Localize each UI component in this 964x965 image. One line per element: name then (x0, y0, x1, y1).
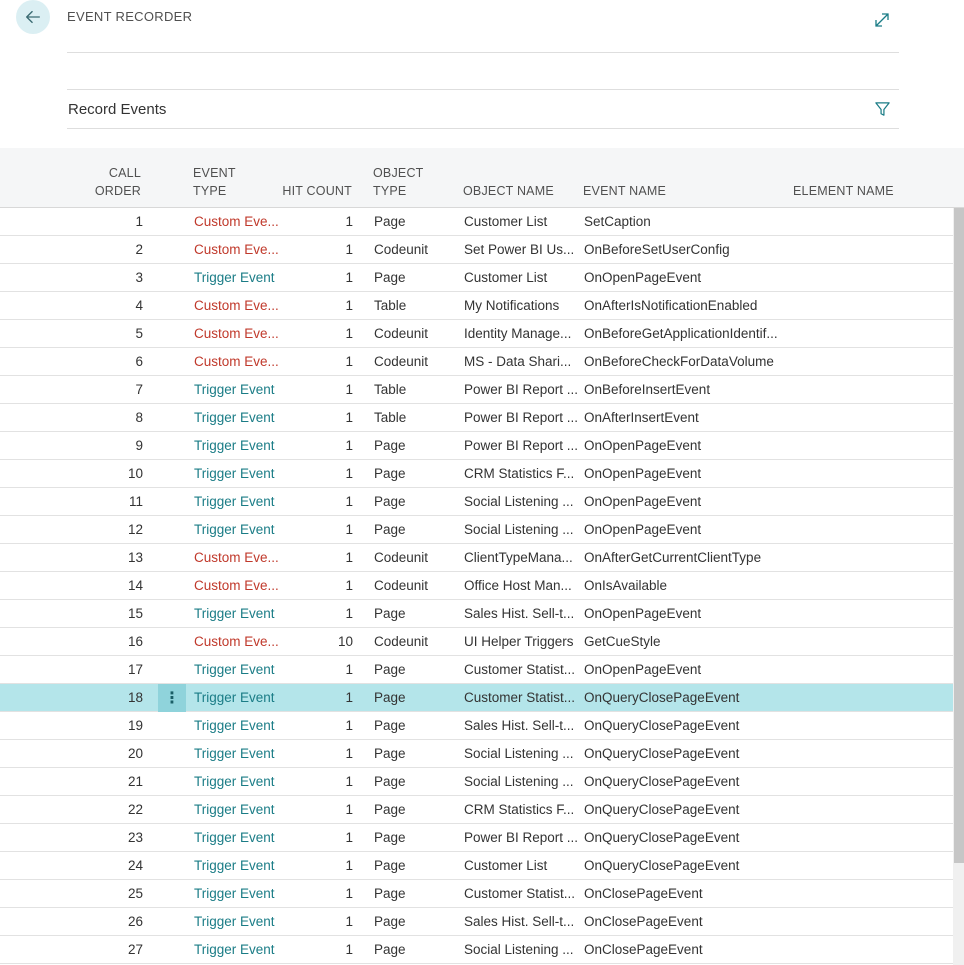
cell-hit-count[interactable]: 10 (337, 634, 353, 649)
cell-event-type[interactable]: Trigger Event (194, 690, 275, 705)
cell-object-name[interactable]: Sales Hist. Sell-t... (464, 606, 575, 621)
cell-object-name[interactable]: MS - Data Shari... (464, 354, 572, 369)
cell-event-type[interactable]: Custom Eve... (194, 354, 279, 369)
cell-object-name[interactable]: Customer List (464, 858, 548, 873)
cell-object-name[interactable]: ClientTypeMana... (464, 550, 573, 565)
table-row[interactable] (0, 684, 953, 712)
cell-hit-count[interactable]: 1 (345, 606, 353, 621)
column-header-call-order[interactable]: CALL ORDER (94, 166, 141, 198)
cell-object-type[interactable]: Table (374, 298, 407, 313)
cell-event-name[interactable]: OnClosePageEvent (584, 914, 703, 929)
cell-call-order[interactable]: 24 (127, 858, 143, 873)
cell-event-name[interactable]: OnBeforeSetUserConfig (584, 242, 730, 257)
cell-event-type[interactable]: Custom Eve... (194, 578, 279, 593)
table-row[interactable] (0, 768, 953, 796)
cell-event-type[interactable]: Custom Eve... (194, 298, 279, 313)
cell-event-type[interactable]: Trigger Event (194, 606, 275, 621)
cell-event-name[interactable]: OnOpenPageEvent (584, 270, 702, 285)
cell-hit-count[interactable]: 1 (345, 662, 353, 677)
cell-object-name[interactable]: Customer List (464, 214, 548, 229)
cell-object-type[interactable]: Table (374, 410, 407, 425)
cell-hit-count[interactable]: 1 (345, 718, 353, 733)
cell-call-order[interactable]: 22 (127, 802, 143, 817)
column-header-object-type[interactable]: OBJECT TYPE (373, 166, 424, 198)
cell-object-type[interactable]: Page (374, 522, 406, 537)
page-title: EVENT RECORDER (67, 9, 193, 24)
cell-call-order[interactable]: 21 (127, 774, 143, 789)
cell-hit-count[interactable]: 1 (345, 746, 353, 761)
cell-object-name[interactable]: Power BI Report ... (464, 438, 579, 453)
cell-hit-count[interactable]: 1 (345, 298, 353, 313)
cell-object-name[interactable]: Power BI Report ... (464, 410, 579, 425)
table-row[interactable] (0, 656, 953, 684)
cell-call-order[interactable]: 16 (127, 634, 143, 649)
cell-call-order[interactable]: 17 (127, 662, 143, 677)
cell-call-order[interactable]: 8 (135, 410, 143, 425)
cell-call-order[interactable]: 15 (127, 606, 143, 621)
column-header-object-name[interactable]: OBJECT NAME (463, 184, 554, 198)
cell-call-order[interactable]: 19 (127, 718, 143, 733)
table-row[interactable] (0, 404, 953, 432)
cell-object-type[interactable]: Page (374, 718, 406, 733)
cell-object-type[interactable]: Codeunit (374, 550, 429, 565)
divider (67, 128, 899, 129)
table-row[interactable] (0, 460, 953, 488)
cell-call-order[interactable]: 20 (127, 746, 143, 761)
cell-hit-count[interactable]: 1 (345, 858, 353, 873)
cell-call-order[interactable]: 6 (135, 354, 143, 369)
cell-object-type[interactable]: Page (374, 270, 406, 285)
cell-event-type[interactable]: Trigger Event (194, 886, 275, 901)
cell-hit-count[interactable]: 1 (345, 774, 353, 789)
cell-event-name[interactable]: OnOpenPageEvent (584, 438, 702, 453)
cell-call-order[interactable]: 26 (127, 914, 143, 929)
arrow-left-icon (24, 8, 42, 26)
table-row[interactable] (0, 292, 953, 320)
cell-hit-count[interactable]: 1 (345, 914, 353, 929)
cell-call-order[interactable]: 18 (127, 690, 143, 705)
section-title: Record Events (68, 101, 167, 118)
back-button[interactable] (16, 0, 50, 34)
column-header-event-type[interactable]: EVENT TYPE (193, 166, 236, 198)
column-header-element-name[interactable]: ELEMENT NAME (793, 184, 894, 198)
cell-event-type[interactable]: Trigger Event (194, 802, 275, 817)
cell-event-name[interactable]: OnQueryClosePageEvent (584, 802, 740, 817)
cell-call-order[interactable]: 23 (127, 830, 143, 845)
table-row[interactable] (0, 824, 953, 852)
cell-object-name[interactable]: Customer Statist... (464, 690, 576, 705)
expand-icon (873, 11, 891, 29)
table-row[interactable] (0, 572, 953, 600)
cell-object-type[interactable]: Codeunit (374, 242, 429, 257)
cell-hit-count[interactable]: 1 (345, 578, 353, 593)
table-row[interactable] (0, 264, 953, 292)
grid-rows (0, 208, 953, 964)
cell-event-type[interactable]: Trigger Event (194, 942, 275, 957)
table-row[interactable] (0, 432, 953, 460)
cell-object-type[interactable]: Page (374, 662, 406, 677)
cell-object-type[interactable]: Page (374, 774, 406, 789)
column-header-hit-count[interactable]: HIT COUNT (282, 184, 352, 198)
cell-hit-count[interactable]: 1 (345, 354, 353, 369)
cell-event-name[interactable]: OnIsAvailable (584, 578, 668, 593)
cell-hit-count[interactable]: 1 (345, 942, 353, 957)
cell-object-type[interactable]: Page (374, 438, 406, 453)
cell-event-name[interactable]: OnQueryClosePageEvent (584, 830, 740, 845)
cell-event-name[interactable]: OnAfterGetCurrentClientType (584, 550, 762, 565)
events-grid (0, 148, 964, 965)
cell-event-type[interactable]: Trigger Event (194, 858, 275, 873)
cell-object-name[interactable]: Identity Manage... (464, 326, 572, 341)
cell-event-name[interactable]: OnOpenPageEvent (584, 606, 702, 621)
cell-event-type[interactable]: Trigger Event (194, 270, 275, 285)
cell-object-type[interactable]: Page (374, 690, 406, 705)
cell-event-name[interactable]: OnBeforeInsertEvent (584, 382, 711, 397)
cell-event-type[interactable]: Trigger Event (194, 662, 275, 677)
cell-event-type[interactable]: Trigger Event (194, 438, 275, 453)
cell-object-name[interactable]: Customer Statist... (464, 662, 576, 677)
table-row[interactable] (0, 236, 953, 264)
table-row[interactable] (0, 628, 953, 656)
filter-icon (874, 101, 891, 118)
cell-event-name[interactable]: OnOpenPageEvent (584, 494, 702, 509)
cell-object-name[interactable]: Customer Statist... (464, 886, 576, 901)
cell-object-type[interactable]: Codeunit (374, 326, 429, 341)
divider (67, 89, 899, 90)
table-row[interactable] (0, 348, 953, 376)
grid-header (0, 148, 964, 208)
cell-object-type[interactable]: Page (374, 214, 406, 229)
cell-hit-count[interactable]: 1 (345, 326, 353, 341)
cell-event-type[interactable]: Custom Eve... (194, 214, 279, 229)
cell-object-name[interactable]: Sales Hist. Sell-t... (464, 914, 575, 929)
cell-event-type[interactable]: Custom Eve... (194, 326, 279, 341)
cell-event-type[interactable]: Trigger Event (194, 774, 275, 789)
cell-call-order[interactable]: 10 (127, 466, 143, 481)
cell-event-type[interactable]: Trigger Event (194, 522, 275, 537)
cell-event-type[interactable]: Trigger Event (194, 830, 275, 845)
cell-object-name[interactable]: Social Listening ... (464, 522, 574, 537)
table-row[interactable] (0, 796, 953, 824)
cell-object-name[interactable]: Social Listening ... (464, 746, 574, 761)
cell-call-order[interactable]: 1 (135, 214, 143, 229)
cell-event-name[interactable]: OnClosePageEvent (584, 886, 703, 901)
cell-call-order[interactable]: 2 (135, 242, 143, 257)
cell-event-name[interactable]: OnAfterInsertEvent (584, 410, 699, 425)
cell-event-name[interactable]: OnAfterIsNotificationEnabled (584, 298, 758, 313)
row-actions-icon[interactable]: ⋮ (158, 684, 186, 712)
cell-object-type[interactable]: Page (374, 858, 406, 873)
divider (67, 52, 899, 53)
cell-event-name[interactable]: OnQueryClosePageEvent (584, 718, 740, 733)
cell-object-type[interactable]: Page (374, 494, 406, 509)
cell-hit-count[interactable]: 1 (345, 270, 353, 285)
cell-event-name[interactable]: OnOpenPageEvent (584, 522, 702, 537)
column-header-event-name[interactable]: EVENT NAME (583, 184, 667, 198)
cell-event-type[interactable]: Trigger Event (194, 914, 275, 929)
cell-object-name[interactable]: Social Listening ... (464, 774, 574, 789)
table-row[interactable] (0, 936, 953, 964)
cell-hit-count[interactable]: 1 (345, 214, 353, 229)
cell-object-type[interactable]: Page (374, 914, 406, 929)
cell-call-order[interactable]: 9 (135, 438, 143, 453)
cell-object-name[interactable]: UI Helper Triggers (464, 634, 574, 649)
cell-hit-count[interactable]: 1 (345, 410, 353, 425)
cell-event-type[interactable]: Custom Eve... (194, 634, 279, 649)
cell-hit-count[interactable]: 1 (345, 690, 353, 705)
cell-call-order[interactable]: 13 (127, 550, 143, 565)
cell-event-name[interactable]: OnQueryClosePageEvent (584, 690, 740, 705)
table-row[interactable] (0, 908, 953, 936)
cell-object-type[interactable]: Codeunit (374, 578, 429, 593)
cell-object-name[interactable]: Customer List (464, 270, 548, 285)
cell-call-order[interactable]: 25 (127, 886, 143, 901)
cell-hit-count[interactable]: 1 (345, 802, 353, 817)
cell-object-type[interactable]: Codeunit (374, 634, 429, 649)
cell-hit-count[interactable]: 1 (345, 438, 353, 453)
cell-event-name[interactable]: OnOpenPageEvent (584, 662, 702, 677)
cell-event-name[interactable]: OnClosePageEvent (584, 942, 703, 957)
cell-hit-count[interactable]: 1 (345, 242, 353, 257)
table-row[interactable] (0, 852, 953, 880)
cell-object-type[interactable]: Page (374, 886, 406, 901)
cell-call-order[interactable]: 14 (127, 578, 143, 593)
cell-event-name[interactable]: SetCaption (584, 214, 651, 229)
cell-hit-count[interactable]: 1 (345, 550, 353, 565)
cell-object-name[interactable]: My Notifications (464, 298, 560, 313)
cell-object-type[interactable]: Page (374, 746, 406, 761)
cell-call-order[interactable]: 11 (128, 494, 143, 509)
cell-event-type[interactable]: Trigger Event (194, 466, 275, 481)
cell-hit-count[interactable]: 1 (345, 466, 353, 481)
cell-object-name[interactable]: CRM Statistics F... (464, 466, 575, 481)
cell-object-name[interactable]: Sales Hist. Sell-t... (464, 718, 575, 733)
table-row[interactable] (0, 516, 953, 544)
filter-button[interactable] (874, 101, 892, 119)
cell-event-type[interactable]: Trigger Event (194, 494, 275, 509)
cell-object-type[interactable]: Page (374, 466, 406, 481)
cell-object-name[interactable]: Power BI Report ... (464, 830, 579, 845)
scrollbar-thumb[interactable] (954, 208, 964, 863)
cell-event-name[interactable]: GetCueStyle (584, 634, 661, 649)
cell-call-order[interactable]: 5 (135, 326, 143, 341)
cell-object-name[interactable]: Office Host Man... (464, 578, 572, 593)
cell-object-type[interactable]: Page (374, 830, 406, 845)
table-row[interactable] (0, 712, 953, 740)
cell-call-order[interactable]: 3 (135, 270, 143, 285)
cell-hit-count[interactable]: 1 (345, 494, 353, 509)
cell-call-order[interactable]: 4 (135, 298, 143, 313)
cell-object-type[interactable]: Page (374, 802, 406, 817)
cell-event-name[interactable]: OnBeforeGetApplicationIdentif... (584, 326, 778, 341)
table-row[interactable] (0, 208, 953, 236)
cell-event-type[interactable]: Trigger Event (194, 410, 275, 425)
table-row[interactable] (0, 376, 953, 404)
cell-call-order[interactable]: 12 (127, 522, 143, 537)
table-row[interactable] (0, 320, 953, 348)
cell-object-type[interactable]: Codeunit (374, 354, 429, 369)
cell-event-type[interactable]: Custom Eve... (194, 242, 279, 257)
table-row[interactable] (0, 544, 953, 572)
cell-object-type[interactable]: Page (374, 606, 406, 621)
cell-hit-count[interactable]: 1 (345, 382, 353, 397)
table-row[interactable] (0, 600, 953, 628)
cell-object-type[interactable]: Table (374, 382, 407, 397)
cell-event-name[interactable]: OnQueryClosePageEvent (584, 774, 740, 789)
expand-button[interactable] (873, 11, 891, 29)
cell-object-name[interactable]: Power BI Report ... (464, 382, 579, 397)
cell-event-type[interactable]: Trigger Event (194, 746, 275, 761)
cell-event-name[interactable]: OnOpenPageEvent (584, 466, 702, 481)
cell-call-order[interactable]: 27 (127, 942, 143, 957)
cell-event-name[interactable]: OnQueryClosePageEvent (584, 858, 740, 873)
table-row[interactable] (0, 488, 953, 516)
table-row[interactable] (0, 740, 953, 768)
cell-hit-count[interactable]: 1 (345, 886, 353, 901)
cell-event-name[interactable]: OnBeforeCheckForDataVolume (584, 354, 774, 369)
cell-event-name[interactable]: OnQueryClosePageEvent (584, 746, 740, 761)
cell-hit-count[interactable]: 1 (345, 830, 353, 845)
cell-event-type[interactable]: Trigger Event (194, 718, 275, 733)
cell-object-name[interactable]: CRM Statistics F... (464, 802, 575, 817)
cell-event-type[interactable]: Custom Eve... (194, 550, 279, 565)
cell-call-order[interactable]: 7 (135, 382, 143, 397)
cell-object-name[interactable]: Set Power BI Us... (464, 242, 575, 257)
cell-object-type[interactable]: Page (374, 942, 406, 957)
cell-event-type[interactable]: Trigger Event (194, 382, 275, 397)
cell-hit-count[interactable]: 1 (345, 522, 353, 537)
cell-object-name[interactable]: Social Listening ... (464, 494, 574, 509)
cell-object-name[interactable]: Social Listening ... (464, 942, 574, 957)
table-row[interactable] (0, 880, 953, 908)
